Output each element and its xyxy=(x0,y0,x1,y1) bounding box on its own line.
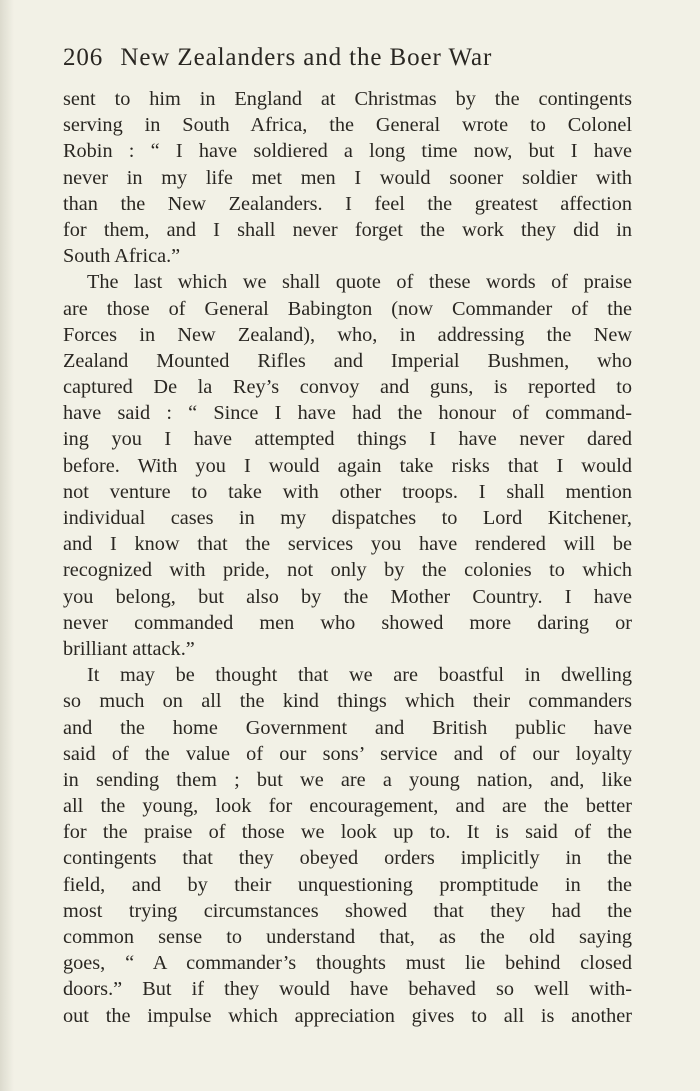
text-line: It may be thought that we are boastful in dwelling xyxy=(87,664,632,687)
text-line: never in my life met men I would sooner soldier with xyxy=(63,166,632,189)
text-line: are those of General Babington (now Commander of the xyxy=(63,297,632,320)
text-line: recognized with pride, not only by the colonies to which xyxy=(63,559,632,582)
text-line: South Africa.” xyxy=(63,245,181,268)
text-line: never commanded men who showed more daring or xyxy=(63,611,632,634)
text-line: serving in South Africa, the General wrote to Colonel xyxy=(63,114,632,137)
text-line: contingents that they obeyed orders implicitly in the xyxy=(63,847,632,870)
text-line: brilliant attack.” xyxy=(63,637,195,660)
text-line: for them, and I shall never forget the work they did in xyxy=(63,218,632,241)
body-text xyxy=(63,86,632,1029)
text-line: field, and by their unquestioning promptitude in the xyxy=(63,873,632,896)
text-line: individual cases in my dispatches to Lord Kitchener, xyxy=(63,507,632,529)
running-title: New Zealanders and the Boer War xyxy=(120,44,493,71)
text-line: and the home Government and British public have xyxy=(63,716,632,739)
text-line: The last which we shall quote of these words of praise xyxy=(87,271,632,294)
text-line: all the young, look for encouragement, and are the better xyxy=(63,795,632,818)
text-line: and I know that the services you have rendered will be xyxy=(63,533,632,556)
text-line: doors.” But if they would have behaved so well with- xyxy=(63,978,632,1001)
page-gutter-shadow xyxy=(0,0,14,1091)
text-line: Forces in New Zealand), who, in addressing the New xyxy=(63,323,632,346)
text-line: Robin : “ I have soldiered a long time now, but I have xyxy=(63,140,632,163)
running-header xyxy=(63,42,643,74)
text-line: you belong, but also by the Mother Country. I have xyxy=(63,585,632,608)
text-line: in sending them ; but we are a young nation, and, like xyxy=(63,768,632,791)
text-line: goes, “ A commander’s thoughts must lie behind closed xyxy=(63,952,632,975)
text-line: Zealand Mounted Rifles and Imperial Bushmen, who xyxy=(63,349,632,372)
text-line: for the praise of those we look up to. It is said of the xyxy=(63,821,632,844)
text-line: than the New Zealanders. I feel the greatest affection xyxy=(63,192,632,215)
text-line: most trying circumstances showed that they had the xyxy=(63,899,632,922)
text-line: ing you I have attempted things I have never dared xyxy=(63,428,632,451)
page-number: 206 xyxy=(63,44,104,71)
text-line: captured De la Rey’s convoy and guns, is reported to xyxy=(63,376,632,399)
text-line: common sense to understand that, as the old saying xyxy=(63,926,632,948)
text-line: out the impulse which appreciation gives to all is another xyxy=(63,1004,632,1027)
text-line: said of the value of our sons’ service and of our loyalty xyxy=(63,742,632,765)
text-line: have said : “ Since I have had the honour of command- xyxy=(63,402,632,425)
text-line: not venture to take with other troops. I shall mention xyxy=(63,480,632,503)
text-line: sent to him in England at Christmas by the contingents xyxy=(63,88,632,110)
text-line: so much on all the kind things which their commanders xyxy=(63,690,632,713)
text-line: before. With you I would again take risks that I would xyxy=(63,454,632,477)
